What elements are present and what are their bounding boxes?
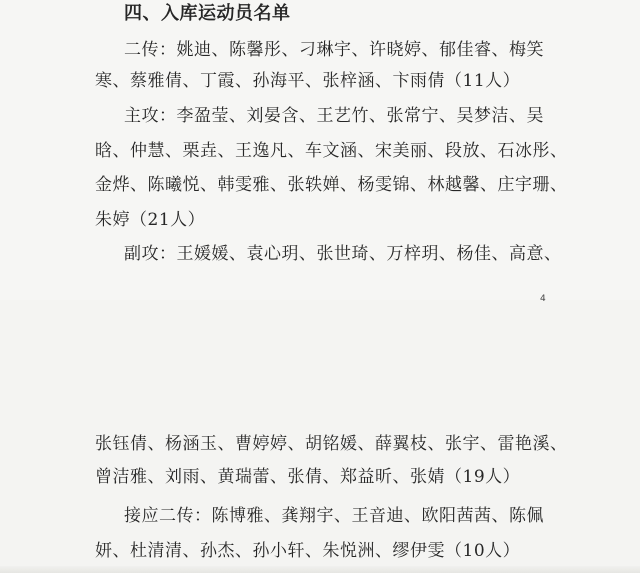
outside-hitter-line-1: 主攻：李盈莹、刘晏含、王艺竹、张常宁、吴梦洁、吴 [124,106,544,126]
middle-blocker-line-2: 张钰倩、杨涵玉、曹婷婷、胡铭媛、薛翼枝、张宇、雷艳溪、 [95,434,568,454]
section-heading: 四、入库运动员名单 [124,3,291,24]
setter-line-2: 寒、蔡雅倩、丁霞、孙海平、张梓涵、卞雨倩（11人） [95,71,521,91]
middle-blocker-line-1: 副攻：王媛媛、袁心玥、张世琦、万梓玥、杨佳、高意、 [124,244,562,264]
setter-line-1: 二传：姚迪、陈馨彤、刁琳宇、许晓婷、郁佳睿、梅笑 [124,40,544,60]
page-number: 4 [540,294,546,304]
middle-blocker-line-3: 曾洁雅、刘雨、黄瑞蕾、张倩、郑益昕、张婧（19人） [95,467,521,487]
opposite-line-2: 妍、杜清清、孙杰、孙小轩、朱悦洲、缪伊雯（10人） [95,541,521,561]
outside-hitter-line-4: 朱婷（21人） [95,210,206,230]
scan-edge [0,566,640,573]
outside-hitter-line-2: 晗、仲慧、栗垚、王逸凡、车文涵、宋美丽、段放、石冰彤、 [95,141,568,161]
outside-hitter-line-3: 金烨、陈曦悦、韩雯雅、张轶婵、杨雯锦、林越馨、庄宇珊、 [95,175,568,195]
opposite-line-1: 接应二传：陈博雅、龚翔宇、王音迪、欧阳茜茜、陈佩 [124,506,544,526]
